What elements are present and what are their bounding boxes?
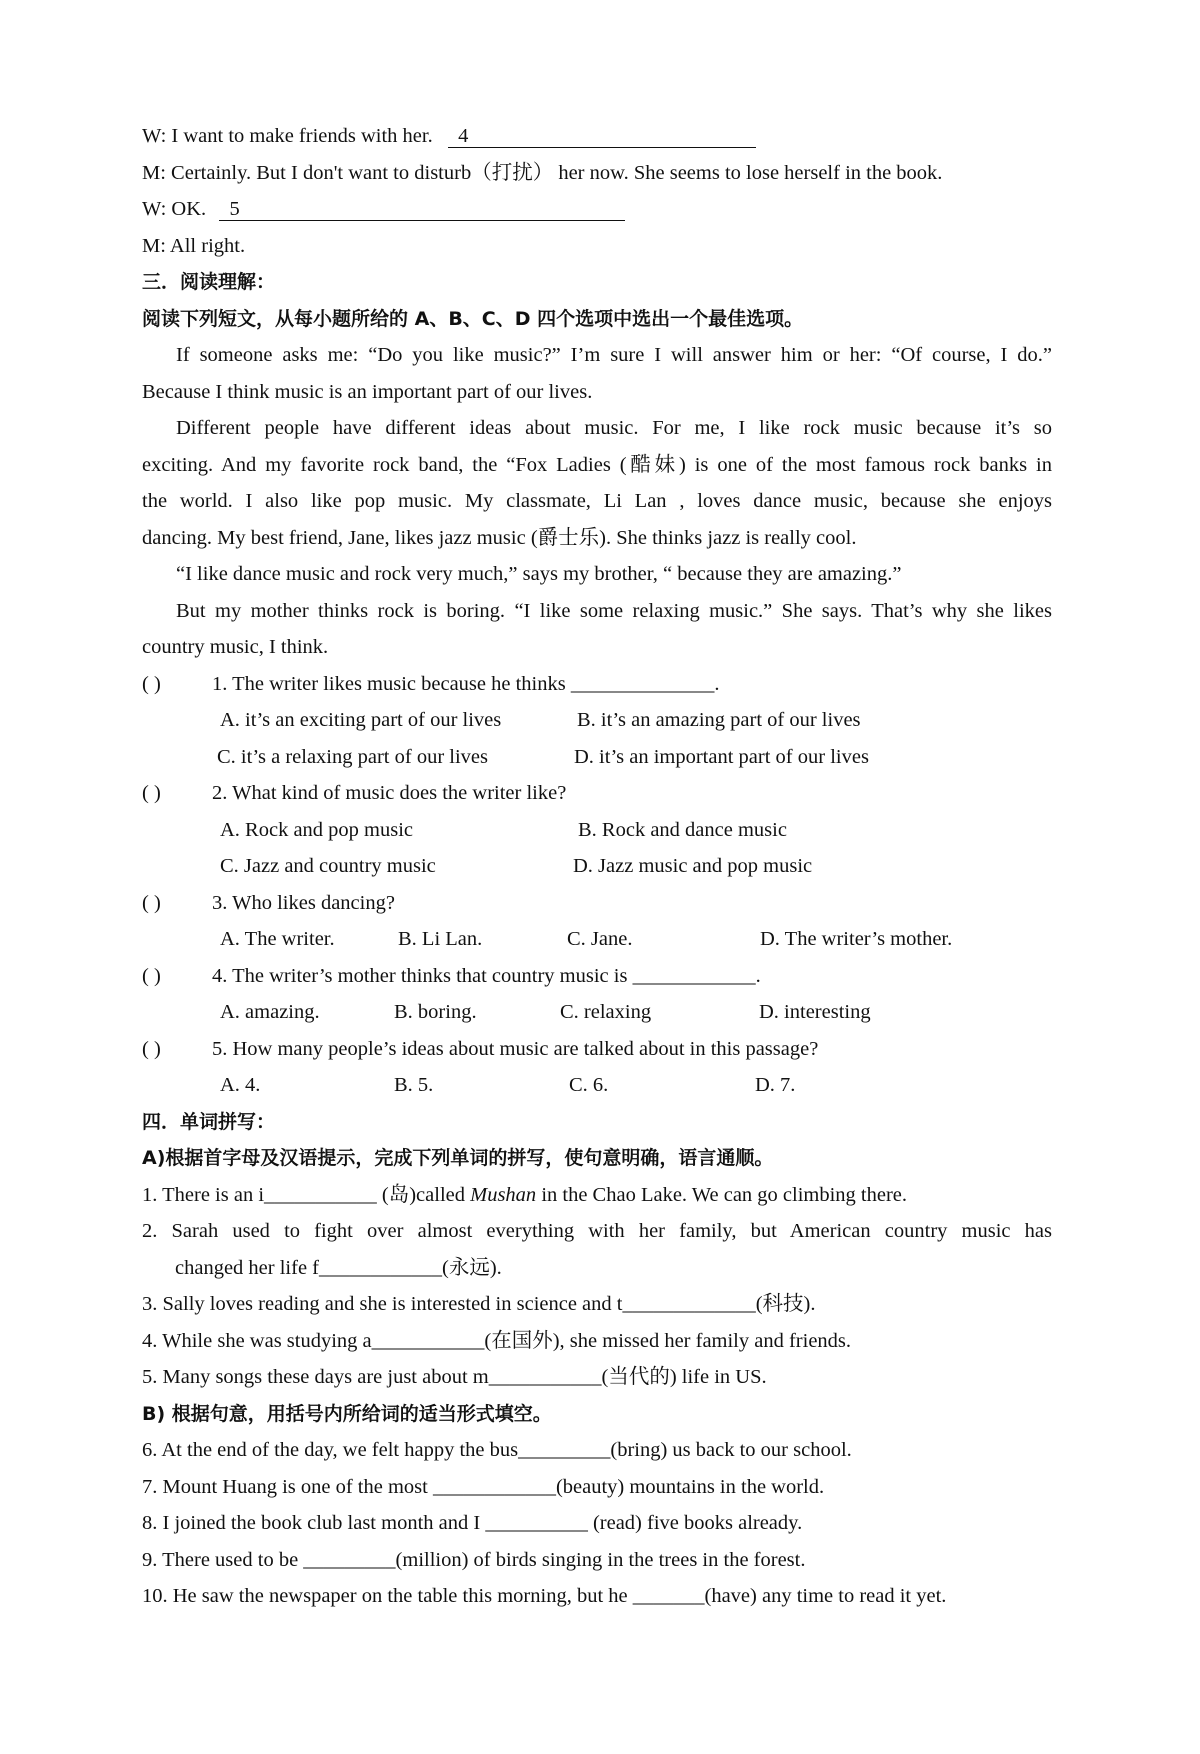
option-a: A. amazing. xyxy=(220,1001,320,1023)
fill-item: 9. There used to be _________(million) of birds singing in the trees in the forest. xyxy=(142,1548,806,1571)
worksheet-page xyxy=(142,118,1052,1615)
passage-line: “I like dance music and rock very much,” says my brother, “ because they are amazing.” xyxy=(176,563,902,585)
question-text: 5. How many people’s ideas about music are talked about in this passage? xyxy=(212,1037,819,1060)
option-row xyxy=(142,994,1052,1031)
fill-item: 6. At the end of the day, we felt happy the bus_________(bring) us back to our school. xyxy=(142,1439,852,1461)
dialogue-text: W: I want to make friends with her. xyxy=(142,125,433,147)
fill-item: 10. He saw the newspaper on the table this morning, but he _______(have) any time to read it yet. xyxy=(142,1585,947,1607)
question-stem xyxy=(142,958,1052,995)
dialogue-line: M: Certainly. But I don't want to disturb（打扰） her now. She seems to lose herself in the book. xyxy=(142,161,943,184)
option-c: C. Jazz and country music xyxy=(220,855,436,877)
blank-number: 4 xyxy=(458,125,469,147)
question-text: 2. What kind of music does the writer like? xyxy=(212,782,567,804)
passage-line: If someone asks me: “Do you like music?” I’m sure I will answer him or her: “Of course, I do.” xyxy=(176,344,1052,366)
answer-parens: ( ) xyxy=(142,782,161,804)
fill-item: 8. I joined the book club last month and I __________ (read) five books already. xyxy=(142,1512,803,1534)
option-row xyxy=(142,702,1052,739)
option-d: D. it’s an important part of our lives xyxy=(574,745,869,768)
option-row xyxy=(142,812,1052,849)
dialogue-line xyxy=(142,191,1052,228)
answer-parens: ( ) xyxy=(142,1037,161,1060)
passage-line: the world. I also like pop music. My classmate, Li Lan , loves dance music, because she enjoys xyxy=(142,490,1052,512)
blank-number: 5 xyxy=(229,198,240,220)
spelling-item: 5. Many songs these days are just about m___________(当代的) life in US. xyxy=(142,1366,767,1388)
dialogue-line: M: All right. xyxy=(142,234,246,257)
option-b: B. 5. xyxy=(394,1074,434,1096)
option-c: C. Jane. xyxy=(567,928,633,950)
passage-line: dancing. My best friend, Jane, likes jazz music (爵士乐). She thinks jazz is really cool. xyxy=(142,526,857,549)
question-text: 4. The writer’s mother thinks that country music is ____________. xyxy=(212,964,761,987)
part-a-instruction: A)根据首字母及汉语提示，完成下列单词的拼写，使句意明确，语言通顺。 xyxy=(142,1147,774,1169)
option-c: C. 6. xyxy=(569,1074,609,1096)
option-b: B. boring. xyxy=(394,1001,477,1023)
section-heading: 四．单词拼写： xyxy=(142,1110,276,1133)
part-b-instruction: B) 根据句意，用括号内所给词的适当形式填空。 xyxy=(142,1402,552,1425)
passage-line: Different people have different ideas about music. For me, I like rock music because it’s so xyxy=(176,417,1052,439)
passage-line: exciting. And my favorite rock band, the “Fox Ladies (酷妹) is one of the most famous rock banks in xyxy=(142,453,1052,476)
passage-line: Because I think music is an important part of our lives. xyxy=(142,380,593,403)
answer-parens: ( ) xyxy=(142,964,161,987)
option-b: B. it’s an amazing part of our lives xyxy=(577,709,861,731)
option-a: A. 4. xyxy=(220,1074,261,1096)
option-row xyxy=(142,921,1052,958)
section-heading: 三．阅读理解： xyxy=(142,271,276,293)
spelling-item-continued: changed her life f____________(永远). xyxy=(175,1256,502,1279)
fill-item: 7. Mount Huang is one of the most ____________(beauty) mountains in the world. xyxy=(142,1475,825,1498)
answer-blank xyxy=(219,198,625,221)
item-italic-word: Mushan xyxy=(470,1183,537,1206)
answer-parens: ( ) xyxy=(142,672,161,695)
option-row xyxy=(142,848,1052,885)
spelling-item xyxy=(142,1177,1052,1214)
option-a: A. Rock and pop music xyxy=(220,818,414,841)
dialogue-line xyxy=(142,118,1052,155)
option-d: D. The writer’s mother. xyxy=(760,928,953,950)
question-stem xyxy=(142,775,1052,812)
option-a: A. The writer. xyxy=(220,928,335,950)
item-text: 1. There is an i___________ (岛)called xyxy=(142,1183,471,1206)
option-b: B. Li Lan. xyxy=(398,928,483,950)
spelling-item: 2. Sarah used to fight over almost everything with her family, but American country music has xyxy=(142,1220,1052,1242)
option-row xyxy=(142,739,1052,776)
question-stem xyxy=(142,885,1052,922)
option-d: D. Jazz music and pop music xyxy=(573,855,813,877)
option-a: A. it’s an exciting part of our lives xyxy=(220,709,502,731)
dialogue-text: W: OK. xyxy=(142,198,207,220)
option-c: C. relaxing xyxy=(560,1001,652,1023)
section-instruction: 阅读下列短文，从每小题所给的 A、B、C、D 四个选项中选出一个最佳选项。 xyxy=(142,307,804,330)
option-b: B. Rock and dance music xyxy=(578,818,787,841)
passage-line: country music, I think. xyxy=(142,636,329,658)
option-c: C. it’s a relaxing part of our lives xyxy=(217,745,488,768)
answer-parens: ( ) xyxy=(142,891,161,914)
passage-line: But my mother thinks rock is boring. “I like some relaxing music.” She says. That’s why she likes xyxy=(176,599,1052,622)
option-d: D. interesting xyxy=(759,1001,871,1023)
option-d: D. 7. xyxy=(755,1074,796,1096)
answer-blank xyxy=(448,125,756,148)
option-row xyxy=(142,1067,1052,1104)
item-text: in the Chao Lake. We can go climbing there. xyxy=(536,1183,908,1206)
question-stem xyxy=(142,666,1052,703)
question-text: 3. Who likes dancing? xyxy=(212,891,395,914)
question-stem xyxy=(142,1031,1052,1068)
spelling-item: 4. While she was studying a___________(在国外), she missed her family and friends. xyxy=(142,1329,852,1352)
spelling-item: 3. Sally loves reading and she is interested in science and t_____________(科技). xyxy=(142,1293,816,1315)
question-text: 1. The writer likes music because he thinks ______________. xyxy=(212,672,720,695)
